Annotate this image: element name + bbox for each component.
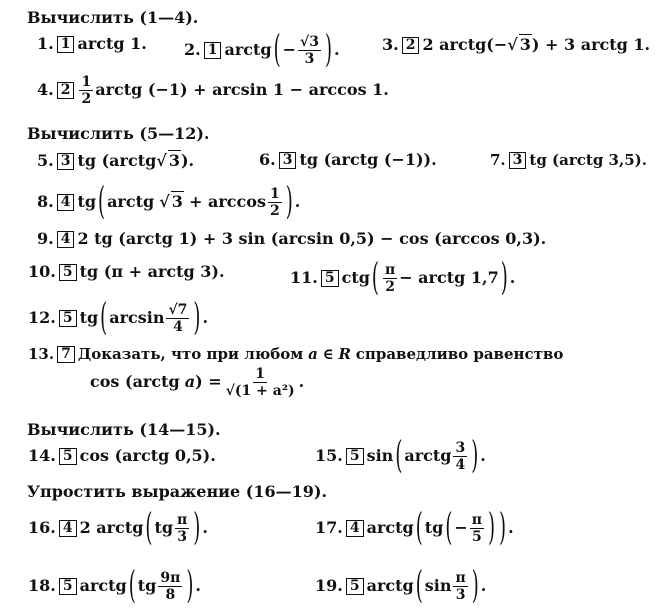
denominator: 4: [173, 319, 183, 335]
expression: 2 arctg: [79, 518, 144, 537]
difficulty-box: 4: [57, 194, 75, 211]
numerator: 1: [255, 366, 266, 382]
expression: arctg: [224, 40, 272, 59]
problem-number: 12.: [28, 308, 56, 327]
period: .: [509, 268, 516, 287]
sqrt-sign: √: [507, 35, 518, 54]
difficulty-box: 5: [59, 578, 77, 595]
problem-9: [37, 229, 546, 249]
expression: sin: [424, 576, 452, 595]
problem-number: 18.: [28, 576, 56, 595]
difficulty-box: 5: [346, 448, 364, 465]
expression: ) + 3 arctg 1.: [531, 35, 651, 54]
period: .: [195, 576, 201, 595]
problem-6: [259, 150, 437, 170]
section-heading: Вычислить (14—15).: [27, 420, 221, 439]
difficulty-box: 3: [57, 153, 75, 170]
period: .: [334, 40, 340, 59]
expression: arctg: [404, 446, 452, 465]
expression: arctg (−1) + arcsin 1 − arccos 1.: [95, 80, 389, 99]
problem-number: 17.: [315, 518, 343, 537]
left-paren: (: [415, 563, 423, 608]
problem-number: 13.: [28, 345, 55, 363]
numerator: 1: [81, 74, 92, 90]
difficulty-box: 5: [59, 448, 77, 465]
problem-15: [315, 433, 486, 478]
numerator: π: [471, 512, 483, 528]
expression: arctg: [79, 576, 127, 595]
problem-19: [315, 563, 487, 608]
expression: ) =: [195, 372, 222, 391]
problem-number: 9.: [37, 229, 54, 248]
expression: tg (π + arctg 3).: [79, 262, 225, 281]
expression: + arccos: [189, 192, 266, 211]
minus-sign: −: [282, 40, 297, 59]
problem-number: 15.: [315, 446, 343, 465]
denominator: 3: [455, 587, 466, 603]
section-heading: Вычислить (5—12).: [27, 124, 210, 143]
expression: tg: [79, 308, 99, 327]
fraction: [383, 262, 397, 295]
problem-14: [28, 446, 216, 466]
right-paren: ): [193, 505, 201, 550]
problem-number: 1.: [37, 34, 54, 53]
problem-number: 16.: [28, 518, 56, 537]
statement: Доказать, что при любом: [77, 345, 304, 363]
problem-number: 6.: [259, 150, 276, 169]
difficulty-box: 3: [509, 152, 527, 169]
section-heading: Вычислить (1—4).: [27, 8, 199, 27]
denominator: 8: [165, 587, 176, 603]
problem-2: [184, 27, 340, 72]
numerator: π: [384, 262, 396, 278]
numerator: √7: [168, 302, 188, 318]
fraction: [224, 366, 297, 399]
problem-number: 10.: [28, 262, 56, 281]
right-paren: ): [500, 255, 508, 300]
sqrt-sign: √: [156, 151, 167, 170]
radicand: 3: [168, 151, 180, 170]
left-paren: (: [445, 505, 453, 550]
period: .: [480, 446, 486, 465]
fraction: [470, 512, 484, 545]
difficulty-box: 5: [59, 264, 77, 281]
denominator: 2: [385, 279, 395, 295]
problem-number: 7.: [490, 151, 506, 169]
problem-number: 19.: [315, 576, 343, 595]
left-paren: (: [415, 505, 423, 550]
problem-number: 11.: [290, 268, 318, 287]
expression: sin: [366, 446, 394, 465]
expression: − arctg 1,7: [399, 268, 499, 287]
expression: arctg: [366, 576, 414, 595]
problem-4: [37, 74, 389, 107]
problem-3: [382, 34, 650, 55]
problem-10: [28, 262, 225, 282]
right-paren: ): [324, 27, 332, 72]
expression: arcsin: [109, 308, 165, 327]
expression: arctg 1.: [77, 34, 147, 53]
expression: 2 tg (arctg 1) + 3 sin (arcsin 0,5) − cos (arccos 0,3).: [77, 229, 547, 248]
left-paren: (: [371, 255, 379, 300]
radicand: 3: [171, 192, 183, 211]
problem-number: 4.: [37, 80, 54, 99]
expression: arctg: [107, 192, 155, 211]
right-paren: ): [186, 563, 194, 608]
left-paren: (: [395, 433, 403, 478]
reals-symbol: R: [338, 345, 351, 363]
expression: tg: [77, 192, 97, 211]
expression: 2 arctg(−: [422, 35, 508, 54]
expression: tg: [424, 518, 444, 537]
problem-11: [290, 255, 516, 300]
in-sign: ∈: [322, 345, 334, 363]
expression: tg: [137, 576, 157, 595]
expression: cos (arctg: [90, 372, 180, 391]
variable: a: [184, 372, 196, 391]
denominator: 5: [472, 529, 482, 545]
fraction: [79, 74, 93, 107]
left-paren: (: [100, 295, 108, 340]
period: .: [294, 192, 301, 211]
fraction: [158, 570, 182, 603]
expression: ctg: [341, 268, 370, 287]
difficulty-box: 5: [59, 310, 77, 327]
fraction: [268, 186, 282, 219]
numerator: √3: [300, 34, 319, 50]
fraction: [298, 34, 321, 67]
difficulty-box: 4: [57, 231, 75, 248]
period: .: [480, 576, 487, 595]
right-paren: ): [193, 295, 201, 340]
minus-sign: −: [454, 518, 468, 537]
fraction: [166, 302, 189, 335]
right-paren: ): [471, 563, 479, 608]
fraction: [453, 440, 467, 473]
expression: ).: [180, 151, 195, 170]
difficulty-box: 5: [321, 270, 339, 287]
difficulty-box: 1: [204, 42, 222, 59]
problem-number: 2.: [184, 40, 201, 59]
difficulty-box: 1: [57, 36, 75, 53]
difficulty-box: 5: [346, 578, 364, 595]
difficulty-box: 7: [57, 346, 75, 363]
expression: cos (arctg 0,5).: [79, 446, 216, 465]
sqrt-sign: √: [159, 192, 170, 211]
period: .: [202, 308, 209, 327]
problem-7: [490, 150, 647, 170]
problem-12: [28, 295, 209, 340]
difficulty-box: 2: [57, 82, 75, 99]
problem-13-formula: [90, 366, 304, 399]
expression: tg (arctg 3,5).: [529, 151, 647, 169]
right-paren: ): [499, 505, 507, 550]
difficulty-box: 2: [402, 37, 420, 54]
difficulty-box: 3: [279, 152, 297, 169]
denominator: 3: [304, 51, 315, 67]
radicand: 3: [519, 35, 531, 54]
problem-8: [37, 179, 301, 224]
problem-5: [37, 150, 194, 171]
numerator: π: [177, 512, 188, 528]
right-paren: ): [471, 433, 479, 478]
statement: справедливо равенство: [355, 345, 564, 363]
period: .: [202, 518, 208, 537]
denominator: √(1 + a²): [225, 383, 295, 399]
problem-number: 5.: [37, 151, 54, 170]
numerator: π: [455, 570, 466, 586]
problem-number: 14.: [28, 446, 56, 465]
left-paren: (: [145, 505, 153, 550]
period: .: [298, 372, 305, 391]
expression: arctg: [366, 518, 414, 537]
problem-18: [28, 563, 201, 608]
fraction: [175, 512, 189, 545]
expression: tg: [154, 518, 174, 537]
numerator: 9π: [160, 570, 181, 586]
problem-1: [37, 34, 147, 54]
fraction: [453, 570, 467, 603]
problem-17: [315, 505, 514, 550]
expression: tg (arctg: [77, 151, 157, 170]
numerator: 1: [269, 186, 280, 202]
period: .: [508, 518, 514, 537]
problem-number: 3.: [382, 35, 399, 54]
denominator: 3: [177, 529, 188, 545]
problem-13: [28, 344, 563, 364]
numerator: 3: [455, 440, 466, 456]
expression: tg (arctg (−1)).: [299, 150, 437, 169]
right-paren: ): [488, 505, 496, 550]
problem-16: [28, 505, 208, 550]
problem-number: 8.: [37, 192, 54, 211]
left-paren: (: [98, 179, 106, 224]
variable: a: [308, 345, 318, 363]
section-heading: Упростить выражение (16—19).: [27, 482, 328, 501]
denominator: 2: [81, 91, 92, 107]
left-paren: (: [128, 563, 136, 608]
denominator: 4: [455, 457, 466, 473]
denominator: 2: [269, 203, 280, 219]
left-paren: (: [273, 27, 281, 72]
right-paren: ): [285, 179, 293, 224]
difficulty-box: 4: [59, 520, 77, 537]
difficulty-box: 4: [346, 520, 364, 537]
